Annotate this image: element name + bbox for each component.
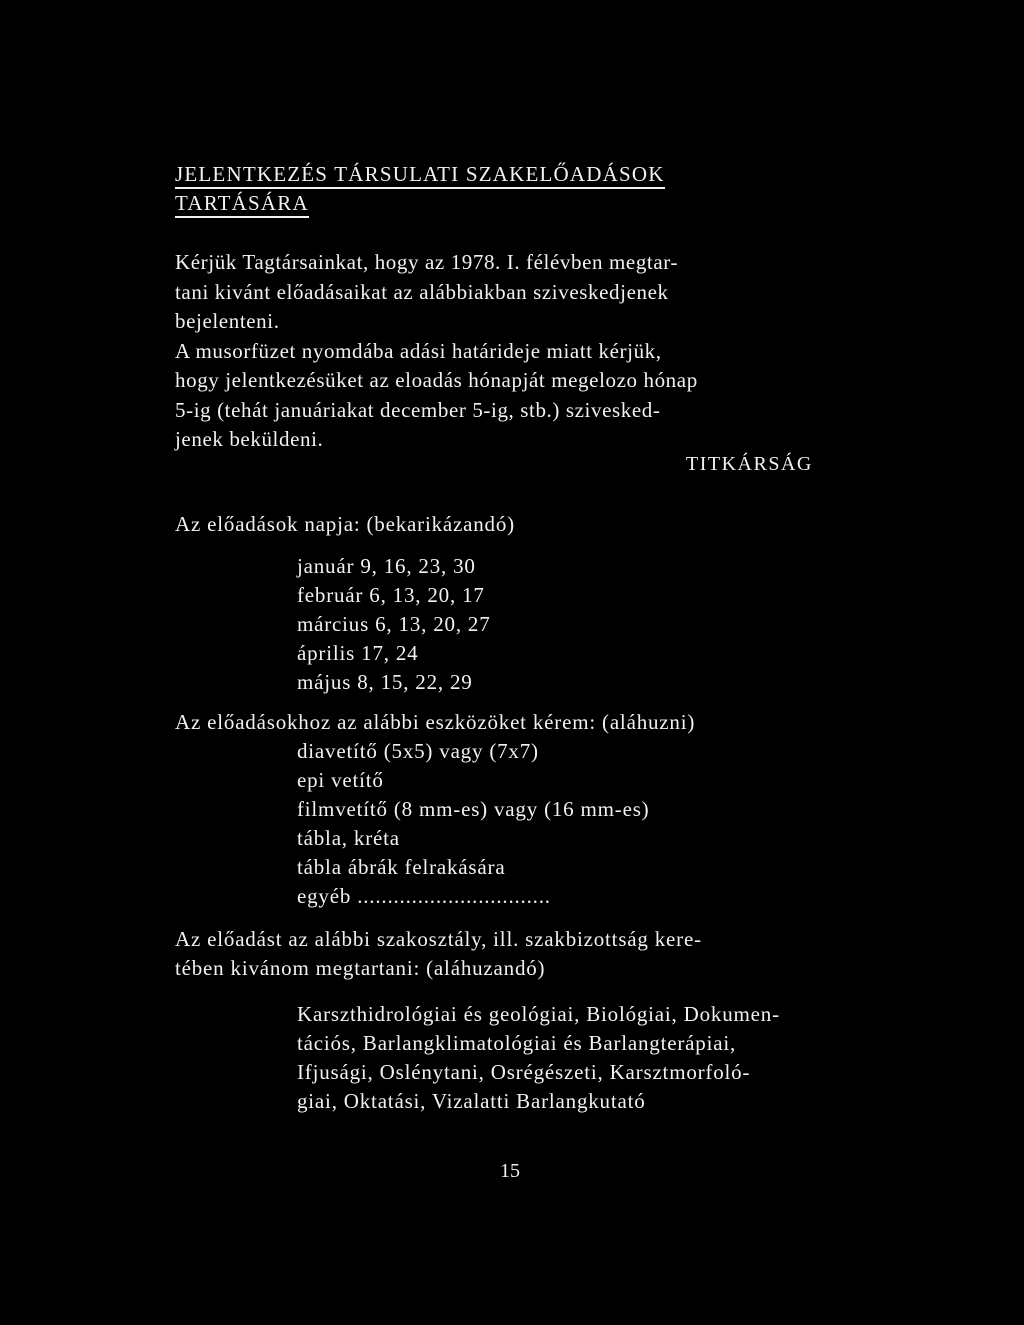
title-line-2: TARTÁSÁRA	[175, 189, 665, 218]
intro-line: bejelenteni.	[175, 309, 280, 333]
signature: TITKÁRSÁG	[686, 453, 813, 475]
page-number: 15	[500, 1160, 520, 1182]
intro-line: jenek beküldeni.	[175, 427, 324, 451]
section-heading-line: Az előadást az alábbi szakosztály, ill. szakbizottság kere-	[175, 927, 702, 951]
section-list-line: tációs, Barlangklimatológiai és Barlangterápiai,	[297, 1031, 737, 1055]
intro-line: 5-ig (tehát januáriakat december 5-ig, stb.) szivesked-	[175, 397, 661, 422]
section-heading-line: tében kivánom megtartani: (aláhuzandó)	[175, 956, 546, 980]
section-list	[297, 1000, 780, 1116]
section-list-line: Ifjusági, Oslénytani, Osrégészeti, Karsztmorfoló-	[297, 1060, 751, 1084]
intro-line: tani kivánt előadásaikat az alábbiakban sziveskedjenek	[175, 279, 669, 304]
page-title	[175, 160, 665, 218]
intro-line: A musorfüzet nyomdába adási határideje miatt kérjük,	[175, 338, 662, 363]
month-dates: február 6, 13, 20, 17	[297, 583, 485, 607]
month-dates: március 6, 13, 20, 27	[297, 612, 491, 636]
intro-line: Kérjük Tagtársainkat, hogy az 1978. I. félévben megtar-	[175, 250, 679, 274]
intro-paragraph	[175, 248, 698, 455]
section-heading	[175, 925, 702, 983]
dates-list	[297, 552, 491, 697]
equipment-heading: Az előadásokhoz az alábbi eszközöket kérem: (aláhuzni)	[175, 710, 696, 734]
month-dates: május 8, 15, 22, 29	[297, 670, 473, 694]
equipment-list	[297, 737, 649, 911]
equipment-item: tábla, kréta	[297, 826, 400, 850]
equipment-item: epi vetítő	[297, 768, 384, 792]
section-list-line: giai, Oktatási, Vizalatti Barlangkutató	[297, 1089, 646, 1113]
equipment-item: egyéb ................................	[297, 884, 551, 908]
intro-line: hogy jelentkezésüket az eloadás hónapját megelozo hónap	[175, 368, 698, 392]
equipment-item: tábla ábrák felrakására	[297, 855, 506, 879]
equipment-item: filmvetítő (8 mm-es) vagy (16 mm-es)	[297, 797, 650, 821]
month-dates: április 17, 24	[297, 641, 419, 665]
section-list-line: Karszthidrológiai és geológiai, Biológiai, Dokumen-	[297, 1002, 780, 1026]
dates-heading: Az előadások napja: (bekarikázandó)	[175, 512, 515, 536]
title-line-1: JELENTKEZÉS TÁRSULATI SZAKELŐADÁSOK	[175, 160, 665, 189]
month-dates: január 9, 16, 23, 30	[297, 554, 476, 578]
equipment-item: diavetítő (5x5) vagy (7x7)	[297, 739, 539, 763]
